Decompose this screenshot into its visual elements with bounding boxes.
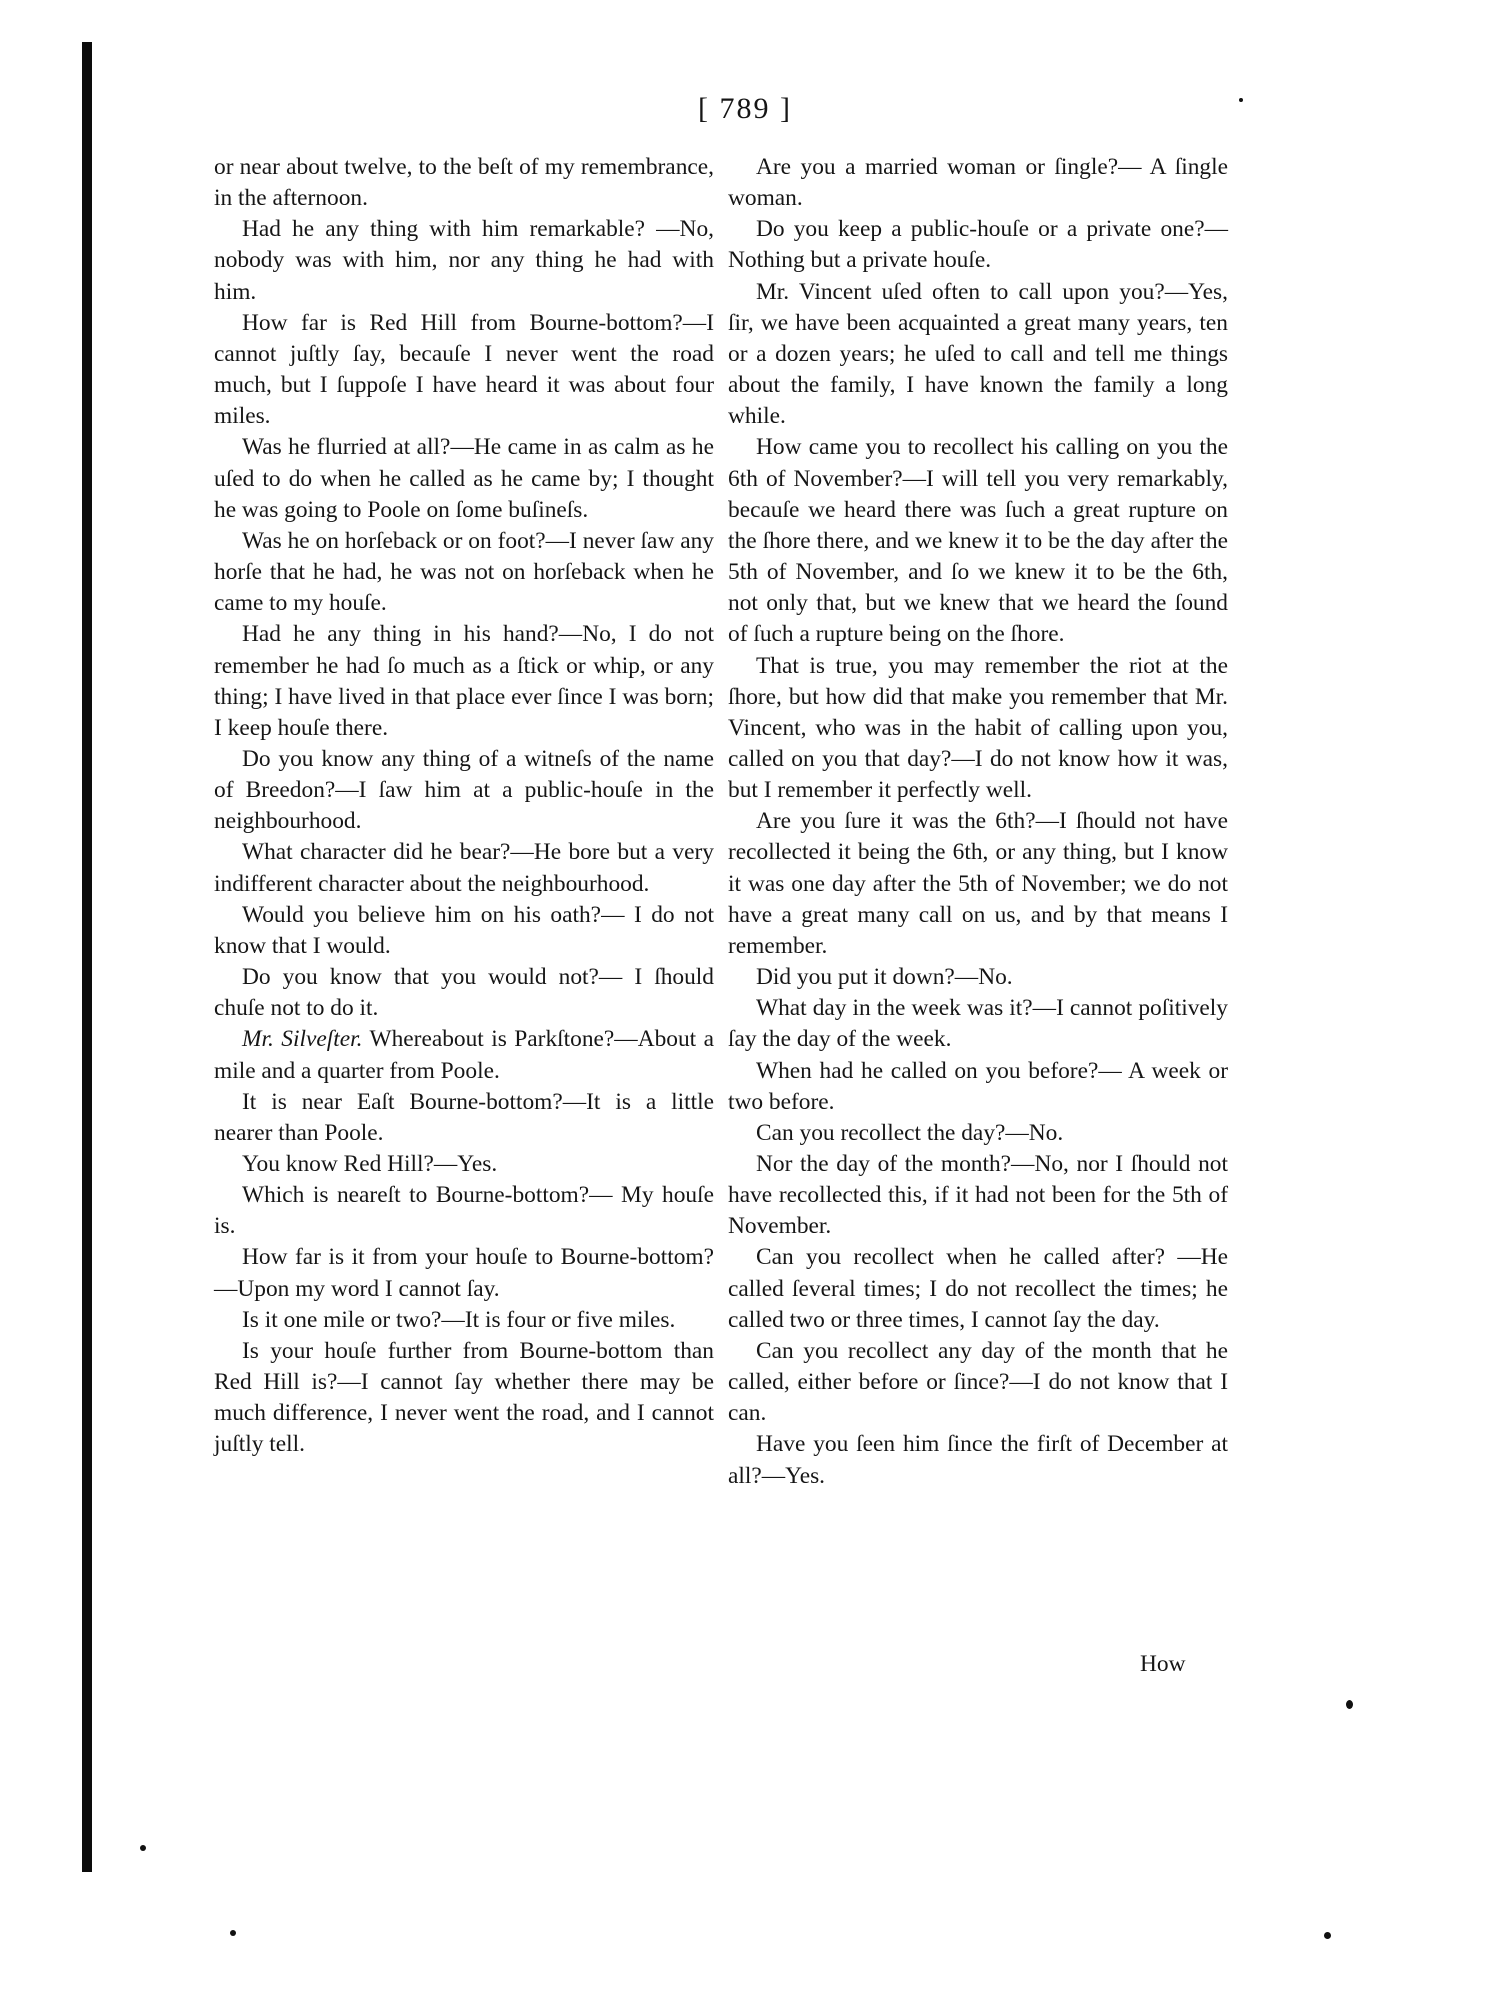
paragraph: Is it one mile or two?—It is four or five miles. bbox=[242, 1306, 676, 1333]
paragraph: Would you believe him on his oath?— I do not know that I would. bbox=[214, 901, 714, 959]
paragraph: Are you a married woman or ſingle?— A ſingle woman. bbox=[728, 154, 1228, 212]
paragraph: How far is Red Hill from Bourne-bottom?—I cannot juſtly ſay, becauſe I never went the road much, but I ſuppoſe I have heard it was about four miles. bbox=[214, 309, 714, 430]
paragraph: Which is neareſt to Bourne-bottom?— My houſe is. bbox=[214, 1182, 714, 1240]
paragraph: What character did he bear?—He bore but a very indifferent character about the neighbourhood. bbox=[214, 839, 714, 897]
paragraph: Nor the day of the month?—No, nor I ſhould not have recollected this, if it had not been for the 5th of November. bbox=[728, 1151, 1228, 1240]
paragraph bbox=[214, 1024, 714, 1086]
paragraph: Have you ſeen him ſince the firſt of December at all?—Yes. bbox=[728, 1431, 1228, 1489]
catchword: How bbox=[1140, 1651, 1186, 1677]
paragraph: Can you recollect any day of the month that he called, either before or ſince?—I do not know that I can. bbox=[728, 1337, 1228, 1427]
scan-speck bbox=[140, 1845, 146, 1851]
paragraph: Can you recollect when he called after? —He called ſeveral times; I do not recollect the times; he called two or three times, I cannot ſay the day. bbox=[728, 1244, 1228, 1333]
scan-speck bbox=[1324, 1932, 1331, 1939]
paragraph: Is your houſe further from Bourne-bottom than Red Hill is?—I cannot ſay whether there may be much difference, I never went the road, and I cannot juſtly tell. bbox=[214, 1337, 714, 1458]
scan-speck bbox=[1239, 98, 1243, 102]
left-column bbox=[214, 152, 714, 1461]
paragraph: or near about twelve, to the beſt of my remembrance, in the afternoon. bbox=[214, 154, 714, 212]
paragraph: Did you put it down?—No. bbox=[756, 964, 1013, 991]
paragraph: When had he called on you before?— A week or two before. bbox=[728, 1057, 1228, 1115]
paragraph: Do you know any thing of a witneſs of the name of Breedon?—I ſaw him at a public-houſe in the neighbourhood. bbox=[214, 745, 714, 835]
scan-speck bbox=[230, 1930, 236, 1936]
paragraph: That is true, you may remember the riot at the ſhore, but how did that make you remember that Mr. Vincent, who was in the habit of calling upon you, called on you that day?—I do not know how it was, but I remember it perfectly well. bbox=[728, 652, 1228, 804]
paragraph: How far is it from your houſe to Bourne-bottom?—Upon my word I cannot ſay. bbox=[214, 1244, 714, 1302]
paragraph: Do you keep a public-houſe or a private one?—Nothing but a private houſe. bbox=[728, 216, 1228, 274]
paragraph: Had he any thing in his hand?—No, I do not remember he had ſo much as a ſtick or whip, or any thing; I have lived in that place ever ſince I was born; I keep houſe there. bbox=[214, 621, 714, 741]
paragraph: Was he flurried at all?—He came in as calm as he uſed to do when he called as he came by; I thought he was going to Poole on ſome buſineſs. bbox=[214, 434, 714, 523]
page-number: [ 789 ] bbox=[698, 92, 792, 125]
paragraph: What day in the week was it?—I cannot poſitively ſay the day of the week. bbox=[728, 995, 1228, 1053]
paragraph: Are you ſure it was the 6th?—I ſhould not have recollected it being the 6th, or any thing, but I know it was one day after the 5th of November; we do not have a great many call on us, and by that means I remember. bbox=[728, 808, 1228, 959]
paragraph: Had he any thing with him remarkable? —No, nobody was with him, nor any thing he had with him. bbox=[214, 216, 714, 305]
binding-edge bbox=[82, 42, 92, 1872]
scan-speck bbox=[1346, 1700, 1353, 1709]
paragraph: Do you know that you would not?— I ſhould chuſe not to do it. bbox=[214, 964, 714, 1022]
paragraph: It is near Eaſt Bourne-bottom?—It is a little nearer than Poole. bbox=[214, 1088, 714, 1146]
paragraph: Mr. Vincent uſed often to call upon you?—Yes, ſir, we have been acquainted a great many years, ten or a dozen years; he uſed to call and tell me things about the family, I have known the family a long while. bbox=[728, 278, 1228, 430]
speaker-name: Mr. Silveſter. bbox=[242, 1026, 363, 1053]
paragraph: How came you to recollect his calling on you the 6th of November?—I will tell you very remarkably, becauſe we heard there was ſuch a great rupture on the ſhore there, and we knew it to be the day after the 5th of November, and ſo we knew it to be the 6th, not only that, but we knew that we heard the ſound of ſuch a rupture being on the ſhore. bbox=[728, 434, 1228, 648]
right-column bbox=[728, 152, 1228, 1492]
paragraph: Can you recollect the day?—No. bbox=[756, 1119, 1064, 1146]
paragraph: Was he on horſeback or on foot?—I never ſaw any horſe that he had, he was not on horſeback when he came to my houſe. bbox=[214, 527, 714, 617]
paragraph-text: Whereabout is Parkſtone?—About a mile and a quarter from Poole. bbox=[214, 1026, 714, 1084]
paragraph: You know Red Hill?—Yes. bbox=[242, 1151, 498, 1177]
